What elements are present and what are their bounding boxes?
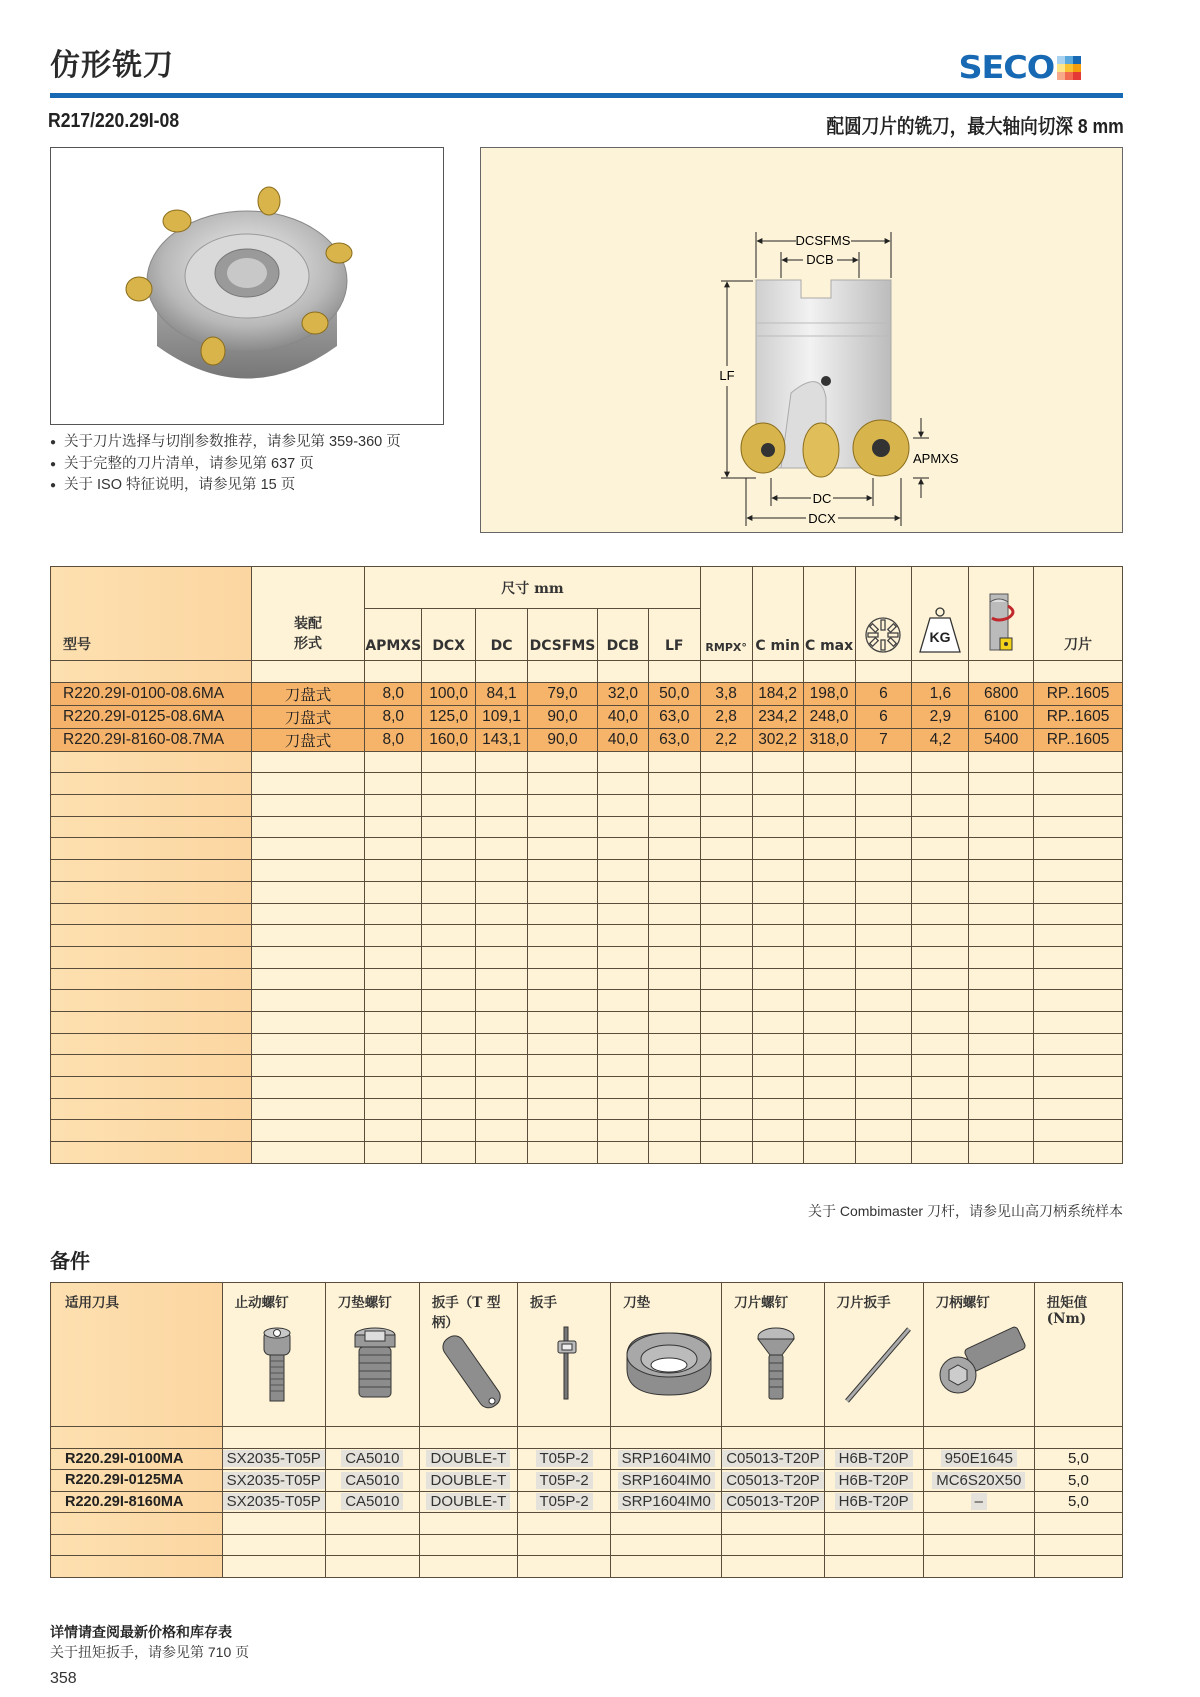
cell-t-wrench xyxy=(419,1470,517,1492)
cell-insert-key xyxy=(824,1448,923,1470)
col-header-mount xyxy=(251,567,365,661)
torx-screw-icon xyxy=(754,1325,798,1403)
cell-insert-screw xyxy=(722,1470,824,1492)
combimaster-note: 关于 Combimaster 刀杆，请参见山高刀柄系统样本 xyxy=(807,1203,1123,1219)
label-apmxs: APMXS xyxy=(913,451,959,466)
cell-tool: R220.29I-0100MA xyxy=(51,1448,223,1470)
table-row[interactable] xyxy=(51,705,1123,728)
empty-row xyxy=(51,1120,1123,1142)
cell-dcsfms: 90,0 xyxy=(528,728,598,751)
part-number: DOUBLE-T xyxy=(426,1450,510,1467)
empty-row xyxy=(51,816,1123,838)
col-header-insert: 刀片 xyxy=(1034,567,1123,661)
empty-row xyxy=(51,860,1123,882)
cell-dc: 84,1 xyxy=(476,682,528,705)
cell-lf: 63,0 xyxy=(648,728,700,751)
part-number: MC6S20X50 xyxy=(932,1472,1025,1489)
cell-wrench xyxy=(518,1448,611,1470)
col-label: 刀柄螺钉 xyxy=(935,1295,990,1311)
col-label: 扳手（T 型柄） xyxy=(431,1295,501,1331)
part-number: DOUBLE-T xyxy=(426,1472,510,1489)
col-header-type: 型号 xyxy=(51,567,252,661)
note-item: ● 关于完整的刀片清单，请参见第 637 页 xyxy=(50,454,401,476)
insert-count-icon xyxy=(864,616,902,654)
dimension-diagram xyxy=(480,147,1123,533)
col-label: 适用刀具 xyxy=(65,1295,119,1311)
label-dcb: DCB xyxy=(806,252,834,267)
cell-rpm: 6100 xyxy=(969,705,1034,728)
col-label: 刀垫螺钉 xyxy=(337,1295,392,1311)
cell-weight: 1,6 xyxy=(912,682,969,705)
cell-stop-screw xyxy=(222,1491,325,1513)
mount-label-1: 装配 xyxy=(294,616,323,632)
table-row[interactable] xyxy=(51,1448,1123,1470)
col-header-stop-screw xyxy=(222,1283,325,1427)
cell-type: R220.29I-0100-08.6MA xyxy=(51,682,252,705)
empty-row xyxy=(51,1055,1123,1077)
col-header-insert-screw xyxy=(722,1283,824,1427)
page-title: 仿形铣刀 xyxy=(50,48,174,83)
cell-dcb: 40,0 xyxy=(597,705,648,728)
cell-rmpx: 2,8 xyxy=(700,705,752,728)
cell-holder-screw xyxy=(923,1491,1034,1513)
cell-weight: 4,2 xyxy=(912,728,969,751)
empty-row xyxy=(51,1142,1123,1164)
cell-dcsfms: 79,0 xyxy=(528,682,598,705)
col-label: 止动螺钉 xyxy=(234,1295,289,1311)
col-header-tool xyxy=(51,1283,223,1427)
cell-dcx: 160,0 xyxy=(422,728,476,751)
cell-stop-screw xyxy=(222,1470,325,1492)
part-number: C05013-T20P xyxy=(722,1450,823,1467)
cell-insert: RP..1605 xyxy=(1034,728,1123,751)
cell-teeth: 6 xyxy=(855,705,912,728)
cell-t-wrench xyxy=(419,1491,517,1513)
table-row[interactable] xyxy=(51,1470,1123,1492)
header-rule xyxy=(50,93,1123,98)
part-number: H6B-T20P xyxy=(835,1493,913,1510)
cell-dcb: 32,0 xyxy=(597,682,648,705)
cell-shim xyxy=(611,1470,722,1492)
part-number: T05P-2 xyxy=(536,1450,593,1467)
cell-rpm: 5400 xyxy=(969,728,1034,751)
col-header-wrench xyxy=(518,1283,611,1427)
logo-text: SECO xyxy=(958,50,1055,86)
part-number: C05013-T20P xyxy=(722,1493,823,1510)
empty-row xyxy=(51,925,1123,947)
spacer-row xyxy=(51,661,1123,683)
page-number: 358 xyxy=(50,1670,77,1687)
cell-insert-key xyxy=(824,1491,923,1513)
cell-wrench xyxy=(518,1491,611,1513)
cell-lf: 63,0 xyxy=(648,705,700,728)
shim-screw-icon xyxy=(353,1325,397,1401)
cell-insert-key xyxy=(824,1470,923,1492)
col-group-dimensions: 尺寸 mm xyxy=(365,567,700,609)
part-number: CA5010 xyxy=(341,1493,403,1510)
part-number: CA5010 xyxy=(341,1472,403,1489)
torx-key-icon xyxy=(839,1325,915,1405)
logo-mark-icon xyxy=(1057,56,1081,80)
cell-tool: R220.29I-8160MA xyxy=(51,1491,223,1513)
arbor-screw-icon xyxy=(936,1325,1028,1397)
cell-dcx: 100,0 xyxy=(422,682,476,705)
cutter-dimension-drawing xyxy=(481,148,1124,534)
cell-insert: RP..1605 xyxy=(1034,705,1123,728)
empty-row xyxy=(51,1513,1123,1535)
cell-dc: 109,1 xyxy=(476,705,528,728)
cell-apmxs: 8,0 xyxy=(365,682,422,705)
product-description: 配圆刀片的铣刀，最大轴向切深 8 mm xyxy=(826,116,1124,138)
col-label: 刀片扳手 xyxy=(836,1295,891,1311)
cell-teeth: 7 xyxy=(855,728,912,751)
cell-apmxs: 8,0 xyxy=(365,705,422,728)
label-dcsfms: DCSFMS xyxy=(795,233,851,248)
part-number: T05P-2 xyxy=(536,1472,593,1489)
cutter-spec-table xyxy=(50,566,1123,1164)
flag-key-icon xyxy=(554,1325,580,1401)
cell-shim xyxy=(611,1448,722,1470)
col-header-cmax: C max xyxy=(803,567,855,661)
cell-type: R220.29I-8160-08.7MA xyxy=(51,728,252,751)
cell-mount: 刀盘式 xyxy=(251,705,365,728)
spare-parts-rows xyxy=(51,1448,1123,1577)
col-header-weight xyxy=(912,567,969,661)
empty-rows xyxy=(51,751,1123,1163)
col-header-torque xyxy=(1034,1283,1122,1427)
shim-icon xyxy=(623,1325,715,1401)
col-header-dc: DC xyxy=(476,609,528,661)
cell-shim xyxy=(611,1491,722,1513)
empty-row xyxy=(51,1011,1123,1033)
cap-screw-icon xyxy=(260,1325,294,1405)
col-header-dcx: DCX xyxy=(422,609,476,661)
cell-insert: RP..1605 xyxy=(1034,682,1123,705)
product-photo xyxy=(50,147,444,425)
cell-type: R220.29I-0125-08.6MA xyxy=(51,705,252,728)
cell-torque: 5,0 xyxy=(1034,1491,1122,1513)
part-number: SX2035-T05P xyxy=(223,1450,325,1467)
col-header-insert-key xyxy=(824,1283,923,1427)
col-header-apmxs: APMXS xyxy=(365,609,422,661)
cell-shim-screw xyxy=(325,1491,419,1513)
seco-logo xyxy=(958,50,1081,86)
cell-apmxs: 8,0 xyxy=(365,728,422,751)
cell-holder-screw xyxy=(923,1470,1034,1492)
empty-row xyxy=(51,1033,1123,1055)
part-number: SX2035-T05P xyxy=(223,1472,325,1489)
part-number: SRP1604IM0 xyxy=(618,1450,715,1467)
cell-cmin: 234,2 xyxy=(752,705,803,728)
col-header-cmin: C min xyxy=(752,567,803,661)
cell-cmin: 184,2 xyxy=(752,682,803,705)
col-label: 刀片螺钉 xyxy=(734,1295,789,1311)
cell-insert-screw xyxy=(722,1448,824,1470)
weight-kg-icon xyxy=(918,606,962,654)
cell-dcsfms: 90,0 xyxy=(528,705,598,728)
product-code: R217/220.29I-08 xyxy=(48,110,180,132)
cell-shim-screw xyxy=(325,1448,419,1470)
cell-cmax: 248,0 xyxy=(803,705,855,728)
empty-row xyxy=(51,903,1123,925)
footer-price-note: 详情请查阅最新价格和库存表 xyxy=(50,1625,232,1641)
kg-label: KG xyxy=(929,629,951,645)
empty-row xyxy=(51,773,1123,795)
spare-parts-heading: 备件 xyxy=(50,1249,90,1273)
cell-torque: 5,0 xyxy=(1034,1448,1122,1470)
cell-insert-screw xyxy=(722,1491,824,1513)
cell-cmax: 318,0 xyxy=(803,728,855,751)
col-label: 扭矩值 (Nm) xyxy=(1046,1295,1088,1327)
part-number: 950E1645 xyxy=(941,1450,1017,1467)
cell-mount: 刀盘式 xyxy=(251,728,365,751)
cell-cmax: 198,0 xyxy=(803,682,855,705)
note-item: ● 关于 ISO 特征说明，请参见第 15 页 xyxy=(50,475,401,497)
mount-label-2: 形式 xyxy=(294,636,323,652)
cell-tool: R220.29I-0125MA xyxy=(51,1470,223,1492)
label-lf: LF xyxy=(719,368,735,383)
col-label: 扳手 xyxy=(530,1295,558,1311)
cell-rmpx: 2,2 xyxy=(700,728,752,751)
cell-dcb: 40,0 xyxy=(597,728,648,751)
part-number: DOUBLE-T xyxy=(426,1493,510,1510)
empty-row xyxy=(51,1098,1123,1120)
col-header-holder-screw xyxy=(923,1283,1034,1427)
table-row[interactable] xyxy=(51,1491,1123,1513)
max-rpm-icon xyxy=(984,592,1018,654)
col-label: 刀垫 xyxy=(623,1295,651,1311)
cell-rpm: 6800 xyxy=(969,682,1034,705)
cell-holder-screw xyxy=(923,1448,1034,1470)
cell-lf: 50,0 xyxy=(648,682,700,705)
col-header-dcsfms: DCSFMS xyxy=(528,609,598,661)
part-number: – xyxy=(971,1493,987,1510)
cell-rmpx: 3,8 xyxy=(700,682,752,705)
empty-row xyxy=(51,795,1123,817)
col-header-t-wrench xyxy=(419,1283,517,1427)
cell-mount: 刀盘式 xyxy=(251,682,365,705)
cell-dcx: 125,0 xyxy=(422,705,476,728)
cell-dc: 143,1 xyxy=(476,728,528,751)
cell-stop-screw xyxy=(222,1448,325,1470)
empty-row xyxy=(51,1556,1123,1578)
col-header-rpm xyxy=(969,567,1034,661)
part-number: H6B-T20P xyxy=(835,1472,913,1489)
spacer-row xyxy=(51,1427,1123,1449)
milling-cutter-icon xyxy=(117,161,377,411)
col-header-teeth xyxy=(855,567,912,661)
part-number: C05013-T20P xyxy=(722,1472,823,1489)
col-header-shim xyxy=(611,1283,722,1427)
cell-teeth: 6 xyxy=(855,682,912,705)
col-header-lf: LF xyxy=(648,609,700,661)
empty-row xyxy=(51,968,1123,990)
label-dcx: DCX xyxy=(808,511,836,526)
cell-torque: 5,0 xyxy=(1034,1470,1122,1492)
empty-row xyxy=(51,1534,1123,1556)
empty-row xyxy=(51,946,1123,968)
part-number: SRP1604IM0 xyxy=(618,1472,715,1489)
table-row[interactable] xyxy=(51,728,1123,751)
part-number: SRP1604IM0 xyxy=(618,1493,715,1510)
cell-shim-screw xyxy=(325,1470,419,1492)
cell-cmin: 302,2 xyxy=(752,728,803,751)
empty-row xyxy=(51,751,1123,773)
reference-notes xyxy=(50,432,401,497)
note-item: ● 关于刀片选择与切削参数推荐，请参见第 359-360 页 xyxy=(50,432,401,454)
spare-parts-table xyxy=(50,1282,1123,1578)
col-header-rmpx: RMPX° xyxy=(700,567,752,661)
empty-row xyxy=(51,1077,1123,1099)
empty-row xyxy=(51,838,1123,860)
empty-row xyxy=(51,990,1123,1012)
t-handle-wrench-icon xyxy=(436,1333,506,1411)
part-number: H6B-T20P xyxy=(835,1450,913,1467)
label-dc: DC xyxy=(812,491,832,506)
footer-torque-note: 关于扭矩扳手，请参见第 710 页 xyxy=(50,1644,250,1660)
table-row[interactable] xyxy=(51,682,1123,705)
cell-wrench xyxy=(518,1470,611,1492)
cell-t-wrench xyxy=(419,1448,517,1470)
part-number: T05P-2 xyxy=(536,1493,593,1510)
col-header-dcb: DCB xyxy=(597,609,648,661)
part-number: SX2035-T05P xyxy=(223,1493,325,1510)
col-header-shim-screw xyxy=(325,1283,419,1427)
empty-row xyxy=(51,881,1123,903)
part-number: CA5010 xyxy=(341,1450,403,1467)
cell-weight: 2,9 xyxy=(912,705,969,728)
